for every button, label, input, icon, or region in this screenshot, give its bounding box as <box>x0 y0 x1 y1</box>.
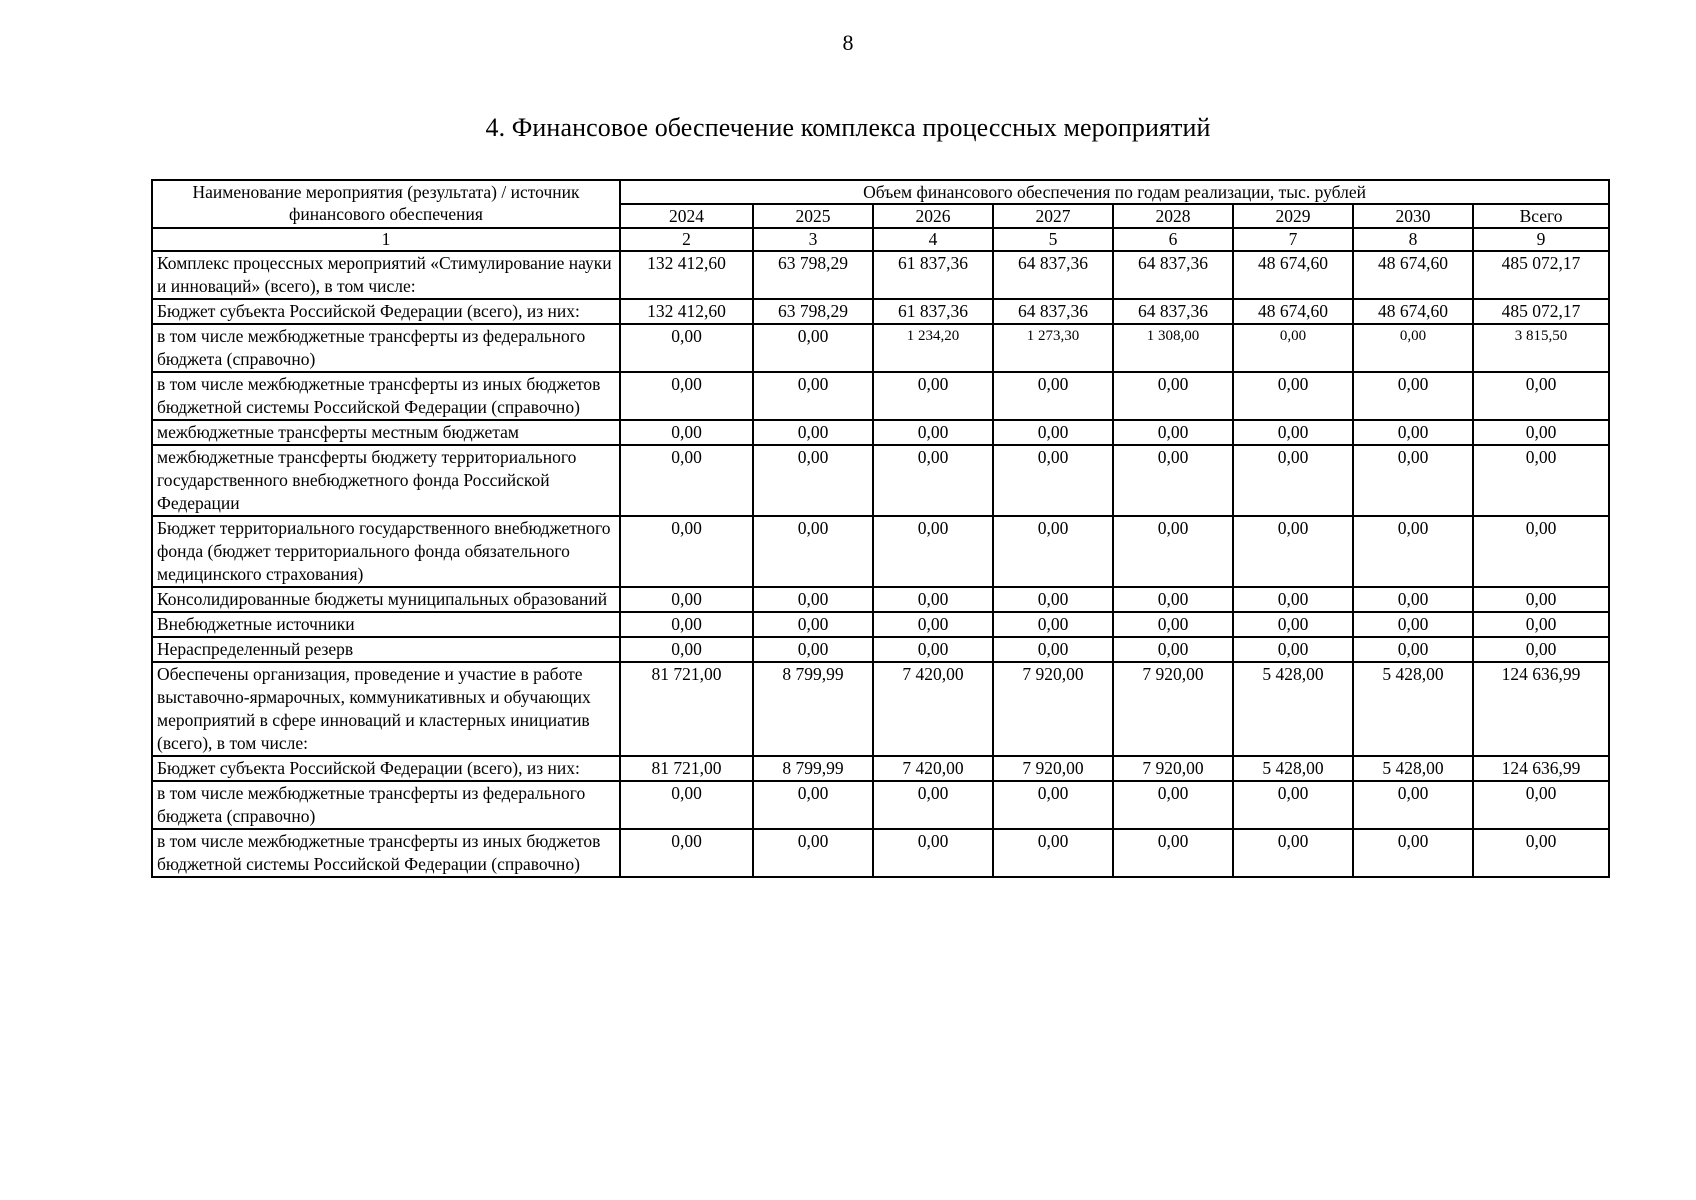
cell-value: 0,00 <box>993 516 1113 587</box>
cell-value: 0,00 <box>753 445 873 516</box>
cell-value: 64 837,36 <box>1113 299 1233 324</box>
cell-value: 0,00 <box>620 587 753 612</box>
cell-value: 0,00 <box>873 587 993 612</box>
cell-value: 0,00 <box>993 587 1113 612</box>
row-name: Бюджет территориального государственного внебюджетного фонда (бюджет территориального фонда обязательного медицинского страхования) <box>152 516 620 587</box>
table-row <box>152 445 1609 516</box>
cell-value: 0,00 <box>1473 372 1609 420</box>
cell-value: 48 674,60 <box>1233 251 1353 299</box>
name-column-header: Наименование мероприятия (результата) / источник финансового обеспечения <box>152 180 620 228</box>
cell-value: 0,00 <box>1233 516 1353 587</box>
year-header: 2028 <box>1113 204 1233 228</box>
table-row <box>152 324 1609 372</box>
cell-value: 7 420,00 <box>873 756 993 781</box>
cell-value: 0,00 <box>993 829 1113 877</box>
cell-value: 3 815,50 <box>1473 324 1609 372</box>
year-header: 2026 <box>873 204 993 228</box>
page-number: 8 <box>842 30 854 55</box>
cell-value: 0,00 <box>753 637 873 662</box>
cell-value: 0,00 <box>1473 612 1609 637</box>
table-row <box>152 662 1609 756</box>
page-title: 4. Финансовое обеспечение комплекса процессных мероприятий <box>485 113 1211 142</box>
cell-value: 0,00 <box>620 372 753 420</box>
cell-value: 0,00 <box>993 612 1113 637</box>
cell-value: 0,00 <box>873 612 993 637</box>
cell-value: 1 308,00 <box>1113 324 1233 372</box>
cell-value: 61 837,36 <box>873 251 993 299</box>
cell-value: 0,00 <box>1353 516 1473 587</box>
cell-value: 0,00 <box>1473 781 1609 829</box>
cell-value: 1 234,20 <box>873 324 993 372</box>
cell-value: 0,00 <box>1233 324 1353 372</box>
column-index: 8 <box>1353 228 1473 251</box>
total-header: Всего <box>1473 204 1609 228</box>
row-name: межбюджетные трансферты бюджету территориального государственного внебюджетного фонда Российской Федерации <box>152 445 620 516</box>
cell-value: 63 798,29 <box>753 251 873 299</box>
cell-value: 0,00 <box>1233 637 1353 662</box>
cell-value: 0,00 <box>1233 829 1353 877</box>
row-name: Бюджет субъекта Российской Федерации (всего), из них: <box>152 299 620 324</box>
table-row <box>152 299 1609 324</box>
financing-table <box>151 179 1610 878</box>
cell-value: 0,00 <box>1113 445 1233 516</box>
cell-value: 124 636,99 <box>1473 662 1609 756</box>
column-index: 1 <box>152 228 620 251</box>
column-index: 6 <box>1113 228 1233 251</box>
cell-value: 0,00 <box>753 516 873 587</box>
cell-value: 0,00 <box>1233 612 1353 637</box>
cell-value: 0,00 <box>1353 420 1473 445</box>
cell-value: 0,00 <box>1233 445 1353 516</box>
cell-value: 5 428,00 <box>1233 756 1353 781</box>
cell-value: 0,00 <box>873 781 993 829</box>
cell-value: 61 837,36 <box>873 299 993 324</box>
cell-value: 0,00 <box>1233 420 1353 445</box>
cell-value: 0,00 <box>620 637 753 662</box>
cell-value: 0,00 <box>1353 324 1473 372</box>
cell-value: 0,00 <box>993 637 1113 662</box>
cell-value: 0,00 <box>1113 372 1233 420</box>
cell-value: 0,00 <box>873 637 993 662</box>
table-row <box>152 756 1609 781</box>
row-name: Обеспечены организация, проведение и участие в работе выставочно-ярмарочных, коммуникативных и обучающих мероприятий в сфере инноваций и кластерных инициатив (всего), в том числе: <box>152 662 620 756</box>
cell-value: 0,00 <box>753 587 873 612</box>
volume-column-header: Объем финансового обеспечения по годам реализации, тыс. рублей <box>620 180 1609 204</box>
column-index: 7 <box>1233 228 1353 251</box>
cell-value: 0,00 <box>1353 829 1473 877</box>
cell-value: 0,00 <box>1353 587 1473 612</box>
cell-value: 485 072,17 <box>1473 251 1609 299</box>
cell-value: 7 920,00 <box>993 756 1113 781</box>
cell-value: 0,00 <box>1113 420 1233 445</box>
cell-value: 7 420,00 <box>873 662 993 756</box>
cell-value: 124 636,99 <box>1473 756 1609 781</box>
cell-value: 0,00 <box>1473 420 1609 445</box>
cell-value: 0,00 <box>620 829 753 877</box>
cell-value: 0,00 <box>1353 637 1473 662</box>
cell-value: 0,00 <box>1233 372 1353 420</box>
cell-value: 0,00 <box>620 445 753 516</box>
cell-value: 8 799,99 <box>753 756 873 781</box>
table-row <box>152 587 1609 612</box>
cell-value: 0,00 <box>1113 781 1233 829</box>
cell-value: 0,00 <box>1473 637 1609 662</box>
cell-value: 5 428,00 <box>1233 662 1353 756</box>
table-row <box>152 420 1609 445</box>
cell-value: 0,00 <box>1353 781 1473 829</box>
cell-value: 0,00 <box>873 829 993 877</box>
cell-value: 0,00 <box>1473 587 1609 612</box>
cell-value: 0,00 <box>620 516 753 587</box>
year-header: 2030 <box>1353 204 1473 228</box>
cell-value: 0,00 <box>1113 829 1233 877</box>
cell-value: 7 920,00 <box>1113 662 1233 756</box>
row-name: Внебюджетные источники <box>152 612 620 637</box>
row-name: в том числе межбюджетные трансферты из иных бюджетов бюджетной системы Российской Федерации (справочно) <box>152 829 620 877</box>
cell-value: 0,00 <box>1473 829 1609 877</box>
cell-value: 0,00 <box>620 324 753 372</box>
row-name: Консолидированные бюджеты муниципальных образований <box>152 587 620 612</box>
cell-value: 132 412,60 <box>620 299 753 324</box>
cell-value: 0,00 <box>1113 612 1233 637</box>
table-row <box>152 637 1609 662</box>
row-name: Нераспределенный резерв <box>152 637 620 662</box>
row-name: Бюджет субъекта Российской Федерации (всего), из них: <box>152 756 620 781</box>
cell-value: 0,00 <box>1233 587 1353 612</box>
cell-value: 0,00 <box>1113 587 1233 612</box>
cell-value: 0,00 <box>993 445 1113 516</box>
year-header: 2029 <box>1233 204 1353 228</box>
cell-value: 5 428,00 <box>1353 662 1473 756</box>
cell-value: 0,00 <box>753 829 873 877</box>
cell-value: 0,00 <box>1233 781 1353 829</box>
table-row <box>152 251 1609 299</box>
cell-value: 64 837,36 <box>993 251 1113 299</box>
cell-value: 48 674,60 <box>1353 251 1473 299</box>
table-row <box>152 829 1609 877</box>
cell-value: 1 273,30 <box>993 324 1113 372</box>
cell-value: 7 920,00 <box>1113 756 1233 781</box>
row-name: в том числе межбюджетные трансферты из федерального бюджета (справочно) <box>152 781 620 829</box>
cell-value: 0,00 <box>1353 612 1473 637</box>
cell-value: 8 799,99 <box>753 662 873 756</box>
year-header: 2024 <box>620 204 753 228</box>
cell-value: 63 798,29 <box>753 299 873 324</box>
column-index: 2 <box>620 228 753 251</box>
row-name: в том числе межбюджетные трансферты из федерального бюджета (справочно) <box>152 324 620 372</box>
table-row <box>152 372 1609 420</box>
cell-value: 0,00 <box>873 372 993 420</box>
cell-value: 81 721,00 <box>620 662 753 756</box>
row-name: в том числе межбюджетные трансферты из иных бюджетов бюджетной системы Российской Федерации (справочно) <box>152 372 620 420</box>
cell-value: 0,00 <box>753 420 873 445</box>
cell-value: 0,00 <box>873 420 993 445</box>
cell-value: 0,00 <box>993 420 1113 445</box>
cell-value: 0,00 <box>753 324 873 372</box>
cell-value: 48 674,60 <box>1353 299 1473 324</box>
header-row-1 <box>152 180 1609 204</box>
cell-value: 0,00 <box>873 516 993 587</box>
year-header: 2025 <box>753 204 873 228</box>
cell-value: 0,00 <box>753 372 873 420</box>
cell-value: 64 837,36 <box>1113 251 1233 299</box>
column-index: 4 <box>873 228 993 251</box>
cell-value: 0,00 <box>620 420 753 445</box>
cell-value: 7 920,00 <box>993 662 1113 756</box>
cell-value: 81 721,00 <box>620 756 753 781</box>
cell-value: 0,00 <box>1113 516 1233 587</box>
cell-value: 0,00 <box>873 445 993 516</box>
cell-value: 0,00 <box>1353 372 1473 420</box>
column-index: 3 <box>753 228 873 251</box>
year-header: 2027 <box>993 204 1113 228</box>
cell-value: 132 412,60 <box>620 251 753 299</box>
cell-value: 0,00 <box>753 781 873 829</box>
column-index: 9 <box>1473 228 1609 251</box>
cell-value: 0,00 <box>993 781 1113 829</box>
table-row <box>152 612 1609 637</box>
cell-value: 0,00 <box>1113 637 1233 662</box>
row-name: Комплекс процессных мероприятий «Стимулирование науки и инноваций» (всего), в том числе: <box>152 251 620 299</box>
cell-value: 5 428,00 <box>1353 756 1473 781</box>
cell-value: 48 674,60 <box>1233 299 1353 324</box>
cell-value: 64 837,36 <box>993 299 1113 324</box>
cell-value: 0,00 <box>620 612 753 637</box>
cell-value: 0,00 <box>1353 445 1473 516</box>
cell-value: 0,00 <box>753 612 873 637</box>
column-index: 5 <box>993 228 1113 251</box>
table-row <box>152 516 1609 587</box>
cell-value: 0,00 <box>1473 445 1609 516</box>
cell-value: 0,00 <box>620 781 753 829</box>
cell-value: 485 072,17 <box>1473 299 1609 324</box>
row-name: межбюджетные трансферты местным бюджетам <box>152 420 620 445</box>
column-index-row <box>152 228 1609 251</box>
cell-value: 0,00 <box>993 372 1113 420</box>
cell-value: 0,00 <box>1473 516 1609 587</box>
table-row <box>152 781 1609 829</box>
